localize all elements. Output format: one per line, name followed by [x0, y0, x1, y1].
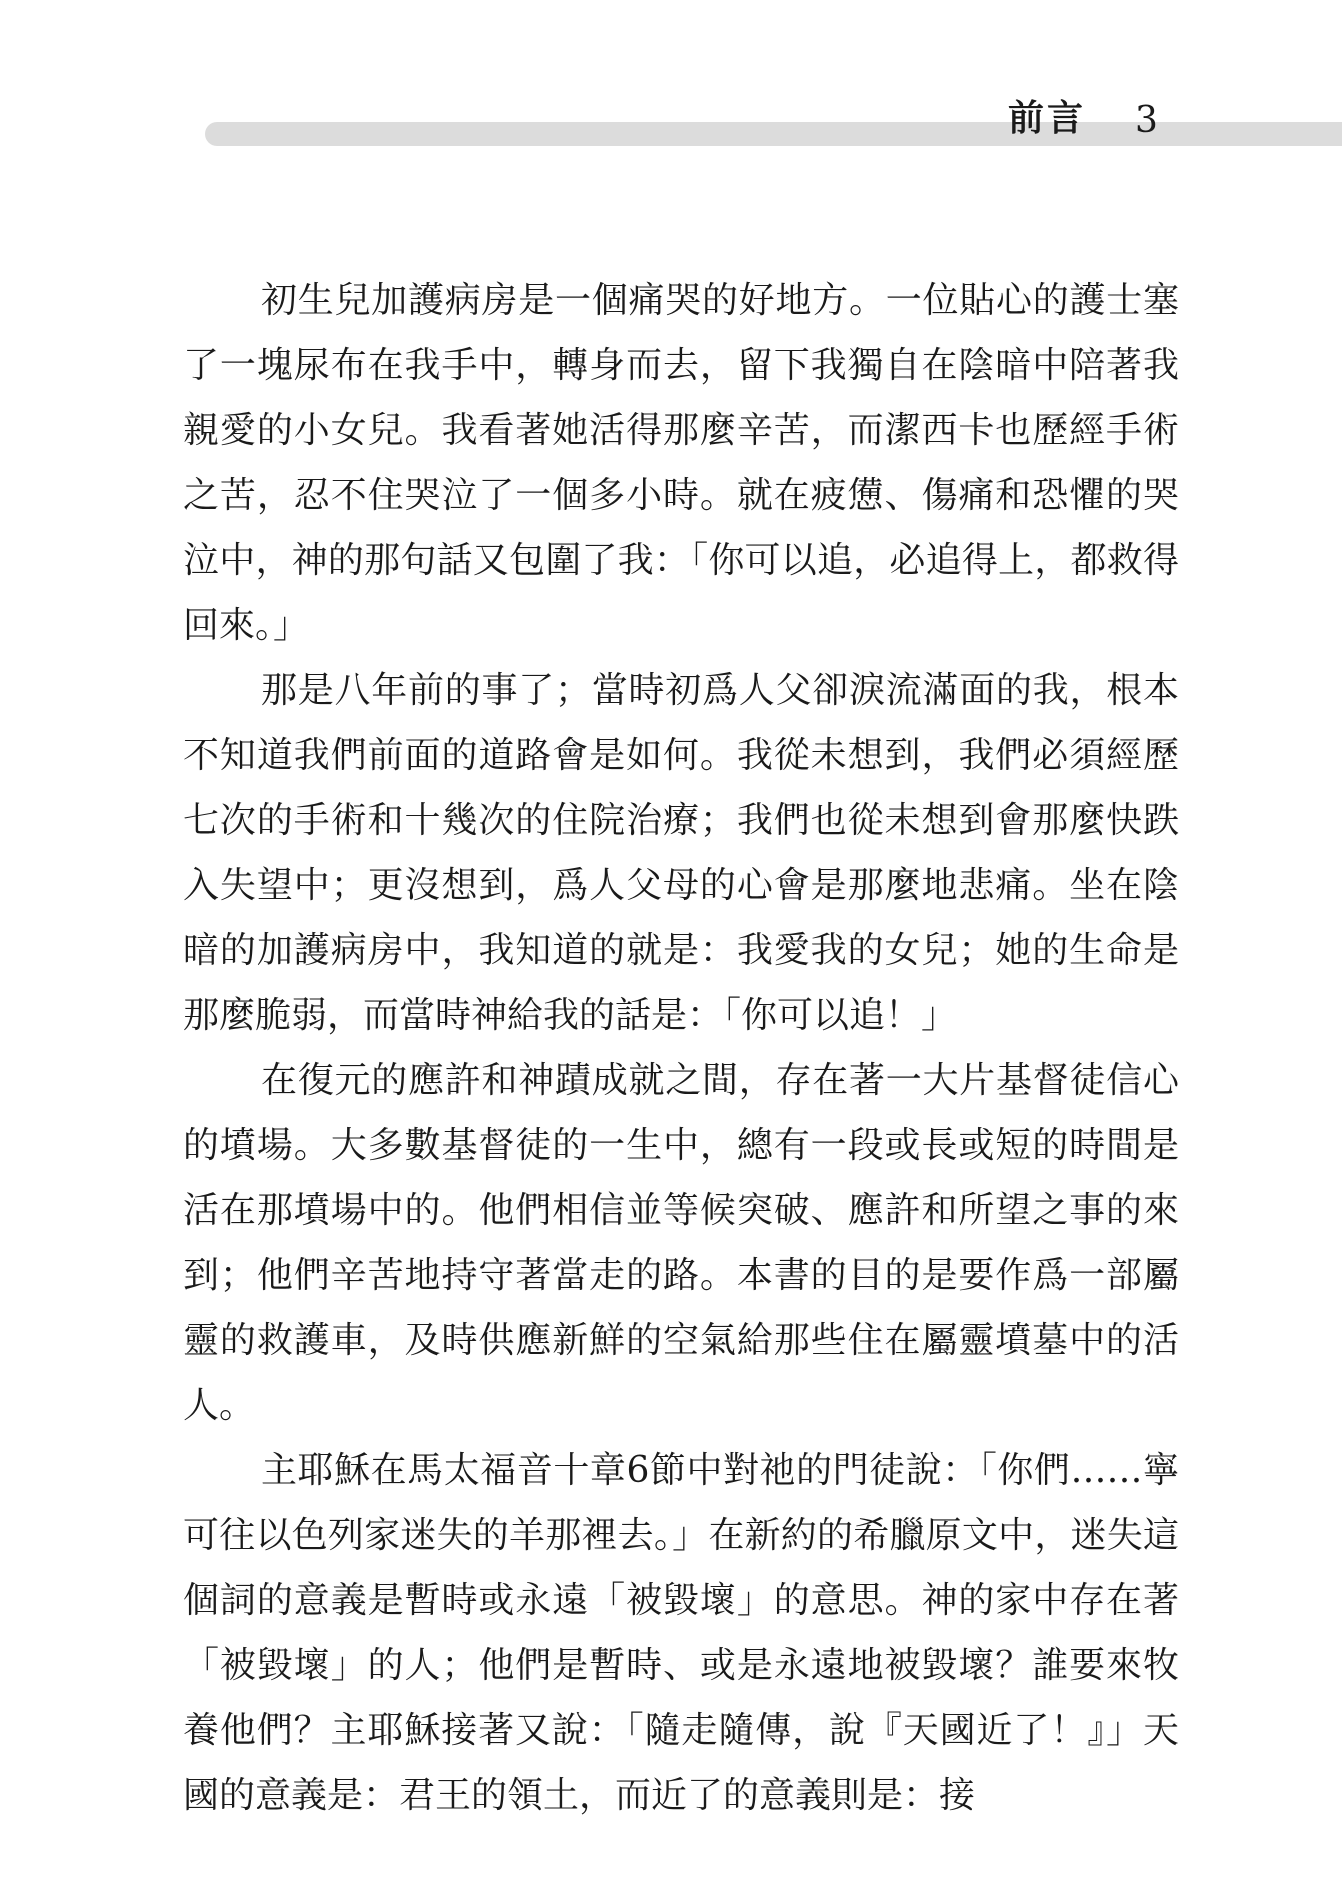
paragraph: 那是八年前的事了；當時初爲人父卻淚流滿面的我，根本不知道我們前面的道路會是如何。我從未想到，我們必須經歷七次的手術和十幾次的住院治療；我們也從未想到會那麼快跌入失望中；更沒想到，爲人父母的心會是那麼地悲痛。坐在陰暗的加護病房中，我知道的就是：我愛我的女兒；她的生命是那麼脆弱，而當時神給我的話是：「你可以追！」 [183, 670, 1179, 1036]
paragraph: 主耶穌在馬太福音十章6節中對祂的門徒說：「你們……寧可往以色列家迷失的羊那裡去。」在新約的希臘原文中，迷失這個詞的意義是暫時或永遠「被毀壞」的意思。神的家中存在著「被毀壞」的人；他們是暫時、或是永遠地被毀壞？誰要來牧養他們？主耶穌接著又說：「隨走隨傳，說『天國近了！』」天國的意義是：君王的領土，而近了的意義則是：接 [183, 1450, 1179, 1816]
paragraph: 初生兒加護病房是一個痛哭的好地方。一位貼心的護士塞了一塊尿布在我手中，轉身而去，留下我獨自在陰暗中陪著我親愛的小女兒。我看著她活得那麼辛苦，而潔西卡也歷經手術之苦，忍不住哭泣了一個多小時。就在疲憊、傷痛和恐懼的哭泣中，神的那句話又包圍了我：「你可以追，必追得上，都救得回來。」 [183, 280, 1179, 646]
paragraph: 在復元的應許和神蹟成就之間，存在著一大片基督徒信心的墳場。大多數基督徒的一生中，總有一段或長或短的時間是活在那墳場中的。他們相信並等候突破、應許和所望之事的來到；他們辛苦地持守著當走的路。本書的目的是要作爲一部屬靈的救護車，及時供應新鮮的空氣給那些住在屬靈墳墓中的活人。 [183, 1060, 1179, 1426]
header-bar [205, 122, 1342, 146]
running-header-title: 前言 [1008, 97, 1087, 139]
page-number: 3 [1135, 100, 1158, 141]
body-text [183, 268, 1179, 1828]
